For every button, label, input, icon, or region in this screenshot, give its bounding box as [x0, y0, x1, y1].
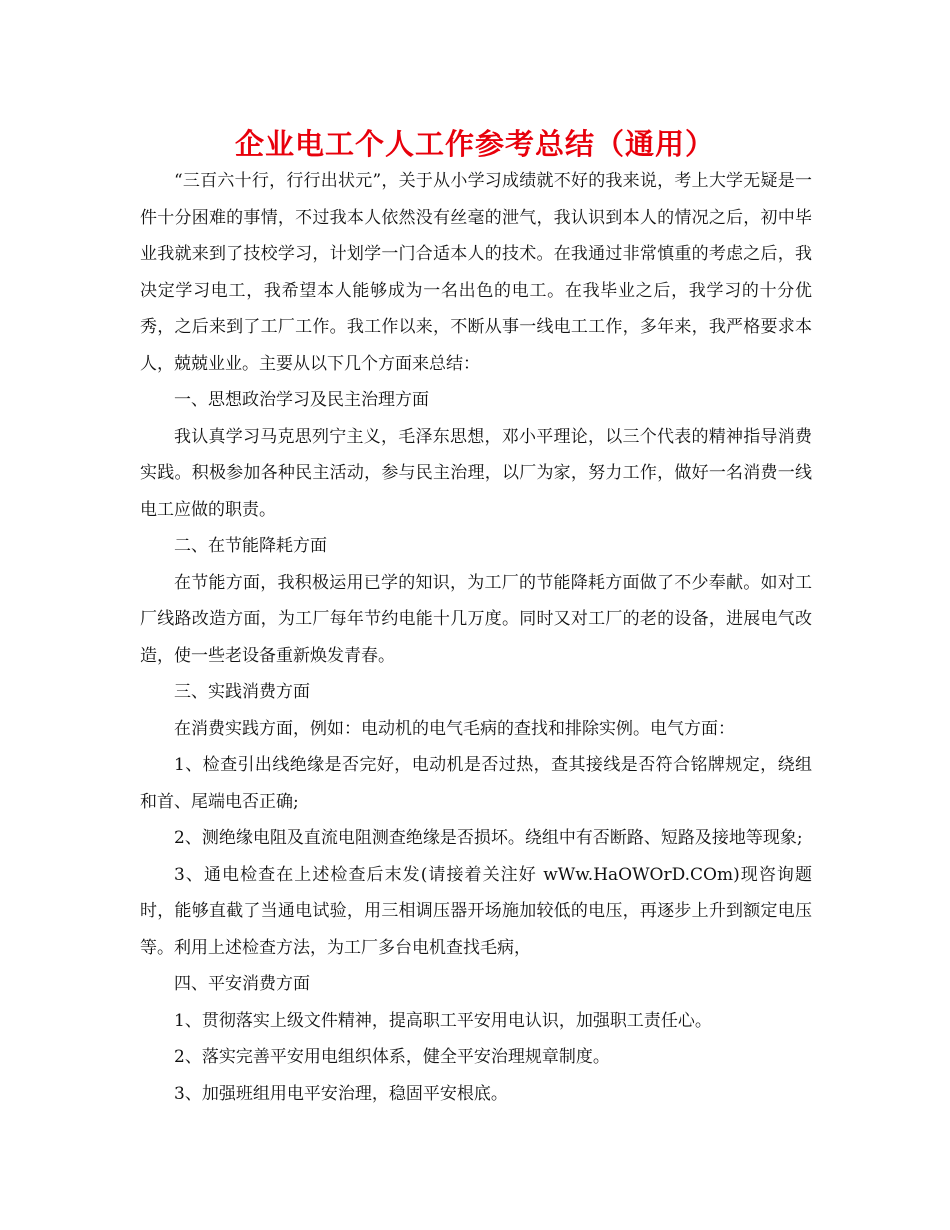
section-paragraph-1: 我认真学习马克思列宁主义，毛泽东思想，邓小平理论，以三个代表的精神指导消费实践。积极参加各种民主活动，参与民主治理，以厂为家，努力工作，做好一名消费一线电工应做的职责。	[140, 426, 812, 520]
document-body	[140, 163, 812, 1112]
section-heading-2: 二、在节能降耗方面	[174, 536, 327, 556]
list-item-3-3: 3、通电检查在上述检查后末发(请接着关注好 wWw.HaOWOrD.COm)现咨询题时，能够直截了当通电试验，用三相调压器开场施加较低的电压，再逐步上升到额定电压等。利用上述检查方法，为工厂多台电机查找毛病，	[140, 864, 812, 958]
intro-paragraph: “三百六十行，行行出状元”，关于从小学习成绩就不好的我来说，考上大学无疑是一件十分困难的事情，不过我本人依然没有丝毫的泄气，我认识到本人的情况之后，初中毕业我就来到了技校学习，计划学一门合适本人的技术。在我通过非常慎重的考虑之后，我决定学习电工，我希望本人能够成为一名出色的电工。在我毕业之后，我学习的十分优秀，之后来到了工厂工作。我工作以来，不断从事一线电工工作，多年来，我严格要求本人，兢兢业业。主要从以下几个方面来总结：	[140, 171, 812, 374]
list-item-4-1: 1、贯彻落实上级文件精神，提高职工平安用电认识，加强职工责任心。	[174, 1010, 712, 1031]
list-item-4-3: 3、加强班组用电平安治理，稳固平安根底。	[174, 1083, 508, 1104]
list-item-3-2: 2、测绝缘电阻及直流电阻测查绝缘是否损坏。绕组中有否断路、短路及接地等现象;	[174, 828, 803, 848]
section-paragraph-2: 在节能方面，我积极运用已学的知识，为工厂的节能降耗方面做了不少奉献。如对工厂线路改造方面，为工厂每年节约电能十几万度。同时又对工厂的老的设备，进展电气改造，使一些老设备重新焕发青春。	[140, 572, 812, 666]
section-heading-3: 三、实践消费方面	[174, 682, 310, 702]
document-title: 企业电工个人工作参考总结（通用）	[234, 127, 715, 161]
section-paragraph-3: 在消费实践方面，例如：电动机的电气毛病的查找和排除实例。电气方面：	[174, 718, 735, 739]
section-heading-1: 一、思想政治学习及民主治理方面	[174, 390, 429, 410]
list-item-3-1: 1、检查引出线绝缘是否完好，电动机是否过热，查其接线是否符合铭牌规定，绕组和首、尾端电否正确;	[140, 755, 812, 812]
list-item-4-2: 2、落实完善平安用电组织体系，健全平安治理规章制度。	[174, 1047, 610, 1067]
section-heading-4: 四、平安消费方面	[174, 974, 310, 994]
